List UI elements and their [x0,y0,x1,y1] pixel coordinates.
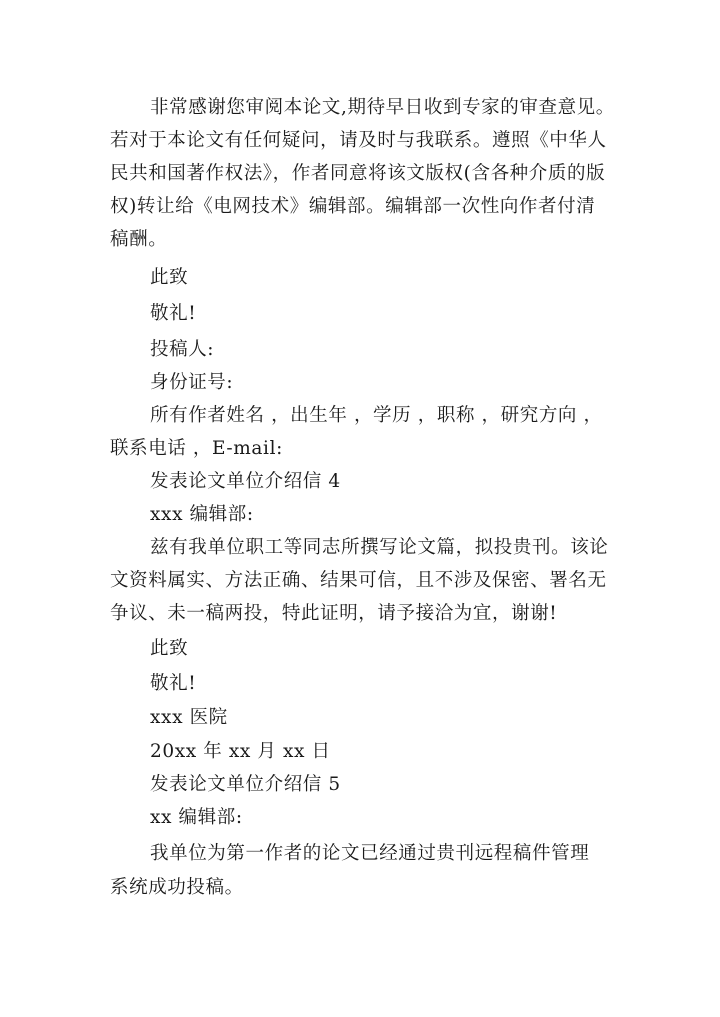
letter4-body-line-1: 兹有我单位职工等同志所撰写论文篇，拟投贵刊。该论 [150,537,609,558]
letter1-body-line-3: 民共和国著作权法》，作者同意将该文版权(含各种介质的版 [110,163,606,184]
letter4-closing: 敬礼! [150,673,197,694]
letter1-author-info-line-2: 联系电话 ，E-mail: [110,438,283,459]
letter4-recipient: xxx 编辑部: [150,504,254,525]
letter5-body-line-1: 我单位为第一作者的论文已经通过贵刊远程稿件管理 [150,843,590,864]
letter4-body-line-3: 争议、未一稿两投，特此证明，请予接洽为宜，谢谢! [110,603,558,624]
letter5-body-line-2: 系统成功投稿。 [110,877,244,898]
letter1-closing: 敬礼! [150,303,197,324]
letter4-title: 发表论文单位介绍信 4 [150,471,341,492]
letter1-salutation: 此致 [150,267,189,288]
letter1-body-line-1: 非常感谢您审阅本论文,期待早日收到专家的审查意见。 [150,97,615,118]
letter4-organization: xxx 医院 [150,707,228,728]
letter1-body-line-5: 稿酬。 [110,229,168,250]
letter4-salutation: 此致 [150,638,189,659]
letter5-recipient: xx 编辑部: [150,807,243,828]
letter1-id-number: 身份证号: [150,372,234,393]
letter4-date: 20xx 年 xx 月 xx 日 [150,741,331,762]
letter1-body-line-2: 若对于本论文有任何疑问，请及时与我联系。遵照《中华人 [110,130,607,151]
letter1-author-info-line-1: 所有作者姓名 ，出生年 ，学历 ，职称 ，研究方向 ， [150,405,603,426]
letter1-body-line-4: 权)转让给《电网技术》编辑部。编辑部一次性向作者付清 [110,196,596,217]
letter4-body-line-2: 文资料属实、方法正确、结果可信，且不涉及保密、署名无 [110,570,607,591]
letter1-submitter: 投稿人: [150,339,215,360]
letter5-title: 发表论文单位介绍信 5 [150,774,341,795]
